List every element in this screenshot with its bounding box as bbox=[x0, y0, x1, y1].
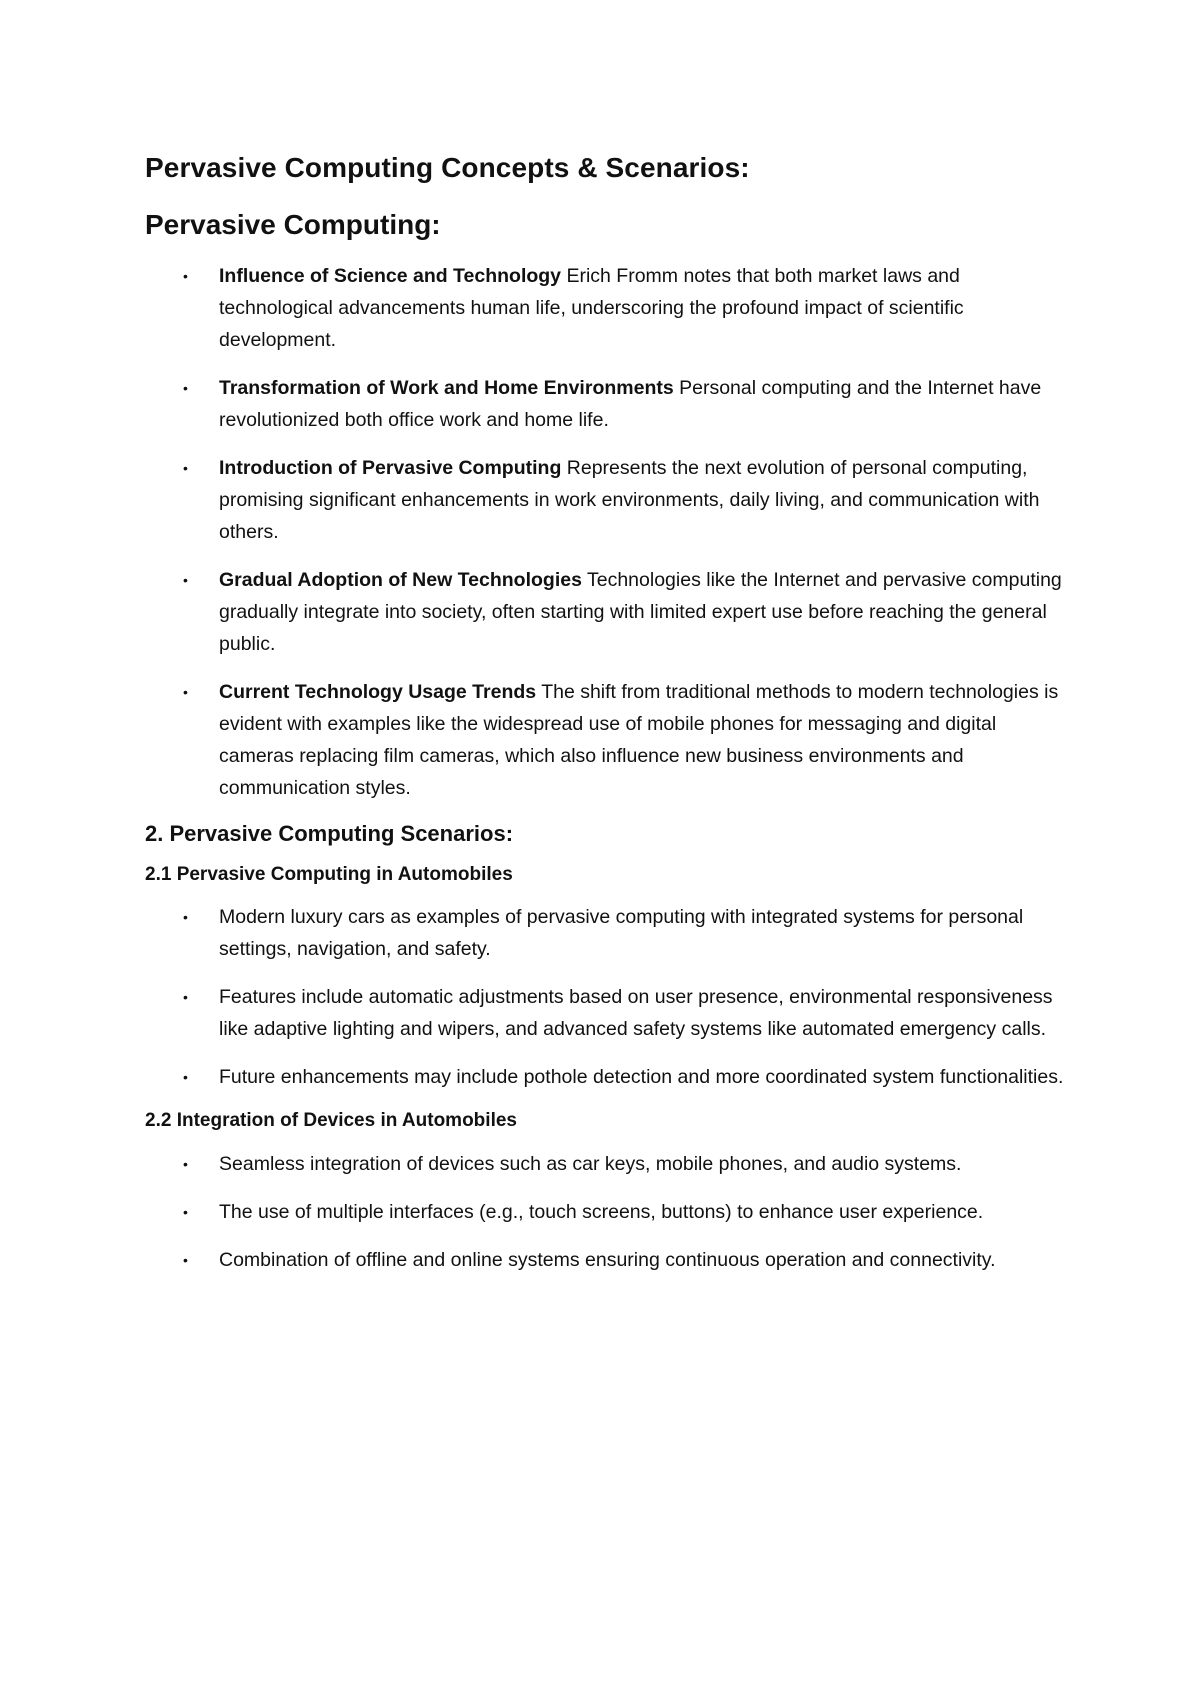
bullet-icon: • bbox=[183, 1155, 188, 1172]
item-text: Features include automatic adjustments based on user presence, environmental responsiveness like adaptive lighting and wipers, and advanced safety systems like automated emergency calls. bbox=[219, 986, 1053, 1041]
item-term: Transformation of Work and Home Environments bbox=[219, 377, 674, 399]
list-item bbox=[145, 981, 1075, 1045]
bullet-icon: • bbox=[183, 909, 188, 926]
bullet-icon: • bbox=[183, 268, 188, 284]
bullet-icon: • bbox=[183, 572, 188, 588]
document-title: Pervasive Computing Concepts & Scenarios: bbox=[145, 152, 750, 183]
document-page bbox=[145, 150, 1075, 1292]
list-item bbox=[145, 564, 1075, 660]
list-item bbox=[145, 901, 1075, 965]
list-item bbox=[145, 676, 1075, 804]
item-text: Represents the next evolution of personal computing, promising significant enhancements in work environments, daily living, and communication with others. bbox=[219, 457, 1040, 543]
item-term: Introduction of Pervasive Computing bbox=[219, 457, 562, 479]
item-text: The shift from traditional methods to modern technologies is evident with examples like the widespread use of mobile phones for messaging and digital cameras replacing film cameras, which also influence new business environments and communication styles. bbox=[219, 681, 1059, 799]
item-text: Seamless integration of devices such as car keys, mobile phones, and audio systems. bbox=[219, 1152, 962, 1175]
item-text: Technologies like the Internet and pervasive computing gradually integrate into society, often starting with limited expert use before reaching the general public. bbox=[219, 569, 1062, 655]
list-item bbox=[145, 1244, 1075, 1276]
concepts-list bbox=[145, 260, 1075, 804]
item-term: Gradual Adoption of New Technologies bbox=[219, 569, 582, 591]
list-item bbox=[145, 1148, 1075, 1180]
item-text: Erich Fromm notes that both market laws and technological advancements human life, underscoring the profound impact of scientific development. bbox=[219, 265, 964, 351]
bullet-icon: • bbox=[183, 1203, 188, 1220]
item-term: Current Technology Usage Trends bbox=[219, 681, 537, 703]
section-heading-pervasive-computing: Pervasive Computing: bbox=[145, 209, 441, 240]
bullet-icon: • bbox=[183, 1069, 188, 1086]
list-item bbox=[145, 1196, 1075, 1228]
item-text: Modern luxury cars as examples of pervasive computing with integrated systems for personal settings, navigation, and safety. bbox=[219, 906, 1024, 961]
device-integration-list bbox=[145, 1148, 1075, 1276]
item-text: Personal computing and the Internet have revolutionized both office work and home life. bbox=[219, 377, 1042, 431]
subsection-heading-device-integration: 2.2 Integration of Devices in Automobiles bbox=[145, 1110, 517, 1132]
bullet-icon: • bbox=[183, 1251, 188, 1268]
item-text: Combination of offline and online systems ensuring continuous operation and connectivity. bbox=[219, 1248, 996, 1271]
bullet-icon: • bbox=[183, 684, 188, 700]
item-text: Future enhancements may include pothole detection and more coordinated system functionalities. bbox=[219, 1066, 1064, 1089]
item-term: Influence of Science and Technology bbox=[219, 265, 562, 287]
list-item bbox=[145, 452, 1075, 548]
bullet-icon: • bbox=[183, 989, 188, 1006]
section-heading-scenarios: 2. Pervasive Computing Scenarios: bbox=[145, 821, 514, 846]
list-item bbox=[145, 260, 1075, 356]
bullet-icon: • bbox=[183, 460, 188, 476]
subsection-heading-automobiles: 2.1 Pervasive Computing in Automobiles bbox=[145, 863, 513, 885]
automobiles-list bbox=[145, 901, 1075, 1093]
item-text: The use of multiple interfaces (e.g., touch screens, buttons) to enhance user experience. bbox=[219, 1200, 984, 1223]
list-item bbox=[145, 1061, 1075, 1093]
list-item bbox=[145, 372, 1075, 436]
bullet-icon: • bbox=[183, 380, 188, 396]
